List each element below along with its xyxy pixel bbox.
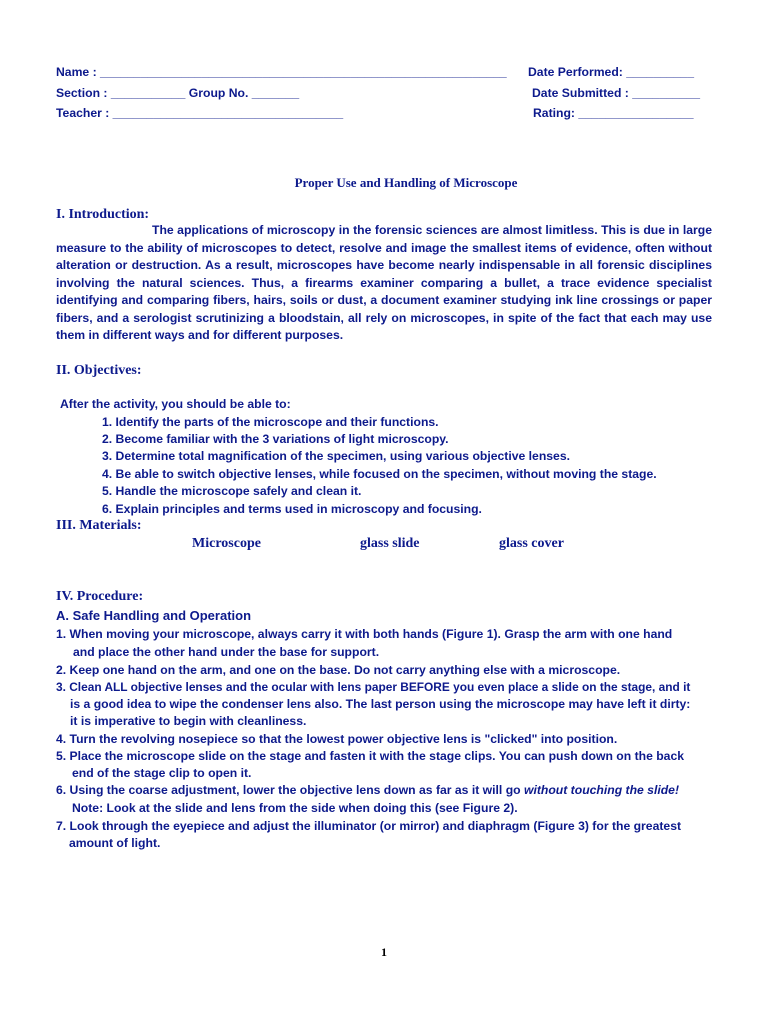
objective-item: 3. Determine total magnification of the specimen, using various objective lenses. [102, 449, 570, 463]
procedure-line: Note: Look at the slide and lens from the side when doing this (see Figure 2). [72, 801, 518, 815]
procedure-line: 3. Clean ALL objective lenses and the ocular with lens paper BEFORE you even place a slide on the stage, and it [56, 680, 691, 694]
objective-item: 5. Handle the microscope safely and clean it. [102, 484, 362, 498]
section-group-field: Section : ___________ Group No. _______ [56, 86, 300, 100]
page-number: 1 [381, 945, 387, 959]
procedure-emphasis: without touching the slide! [523, 783, 680, 797]
introduction-heading: I. Introduction: [56, 207, 150, 222]
procedure-line: 1. When moving your microscope, always carry it with both hands (Figure 1). Grasp the arm with one hand [56, 627, 673, 641]
teacher-field: Teacher : __________________________________ [56, 106, 344, 120]
objective-item: 1. Identify the parts of the microscope and their functions. [102, 415, 439, 429]
procedure-line-text: 6. Using the coarse adjustment, lower the objective lens down as far as it will go [56, 783, 524, 797]
procedure-line: 5. Place the microscope slide on the stage and fasten it with the stage clips. You can push down on the back [56, 749, 685, 763]
material-item: glass slide [360, 536, 420, 551]
procedure-subheading: A. Safe Handling and Operation [56, 608, 252, 623]
procedure-line: 7. Look through the eyepiece and adjust the illuminator (or mirror) and diaphragm (Figure 3) for the greatest [56, 819, 682, 833]
procedure-line: 2. Keep one hand on the arm, and one on the base. Do not carry anything else with a microscope. [56, 663, 621, 677]
objective-item: 4. Be able to switch objective lenses, while focused on the specimen, without moving the stage. [102, 467, 657, 481]
rating-field: Rating: _________________ [533, 106, 694, 120]
objectives-lead: After the activity, you should be able to: [60, 397, 291, 411]
document-title: Proper Use and Handling of Microscope [294, 175, 518, 190]
procedure-line: and place the other hand under the base for support. [73, 645, 380, 659]
procedure-line: amount of light. [69, 836, 161, 850]
procedure-heading: IV. Procedure: [56, 589, 144, 604]
procedure-line: is a good idea to wipe the condenser lens also. The last person using the microscope may have left it dirty: [70, 697, 691, 711]
procedure-line: it is imperative to begin with cleanliness. [70, 714, 307, 728]
procedure-line [56, 783, 679, 797]
date-performed-field: Date Performed: __________ [528, 65, 694, 79]
materials-heading: III. Materials: [56, 518, 142, 533]
objective-item: 2. Become familiar with the 3 variations of light microscopy. [102, 432, 449, 446]
name-field: Name : ____________________________________________________________ [56, 65, 507, 79]
procedure-line: end of the stage clip to open it. [72, 766, 252, 780]
introduction-paragraph: The applications of microscopy in the forensic sciences are almost limitless. This is due in large measure to the ability of microscopes to detect, resolve and image the smallest items of evidence, often without alteration or destruction. As a result, microscopes have become nearly indispensable in all forensic disciplines involving the natural sciences. Thus, a firearms examiner comparing a bullet, a trace evidence specialist identifying and comparing fibers, hairs, soils or dust, a document examiner studying ink line crossings or paper fibers, and a serologist scrutinizing a bloodstain, all rely on microscopes, in spite of the fact that each may use them in different ways and for different purposes. [56, 223, 712, 342]
objectives-heading: II. Objectives: [56, 363, 142, 378]
material-item: Microscope [192, 536, 261, 551]
date-submitted-field: Date Submitted : __________ [532, 86, 700, 100]
objective-item: 6. Explain principles and terms used in microscopy and focusing. [102, 502, 482, 516]
material-item: glass cover [499, 536, 564, 551]
procedure-line: 4. Turn the revolving nosepiece so that the lowest power objective lens is "clicked" into position. [56, 732, 618, 746]
